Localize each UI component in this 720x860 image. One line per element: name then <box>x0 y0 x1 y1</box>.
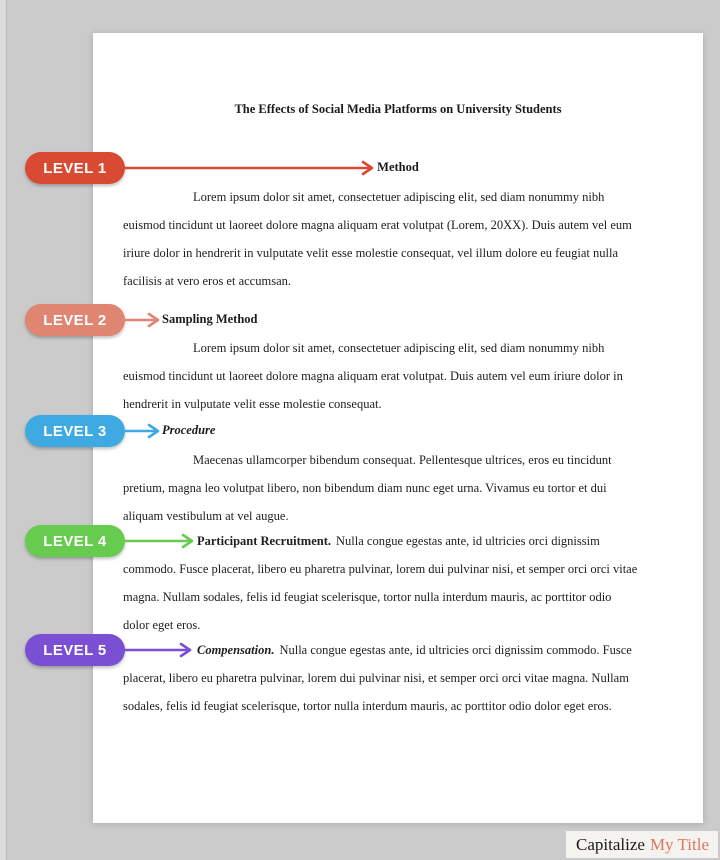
watermark-prefix: Capitalize <box>576 834 645 854</box>
heading-level-5: Compensation. <box>197 643 275 657</box>
level-3-badge: LEVEL 3 <box>25 415 125 447</box>
level-2-arrow-icon <box>123 310 161 330</box>
watermark-logo <box>566 831 718 858</box>
body-paragraph: Lorem ipsum dolor sit amet, consectetuer adipiscing elit, sed diam nonummy nibh euismod tincidunt ut laoreet dolore magna aliquam erat volutpat (Lorem, 20XX). Duis autem vel eum iriure dolor in hendrerit in vulputate velit esse molestie consequat, vel illum dolore eu feugiat nulla facilisis at vero eros et accumsan. <box>123 190 632 288</box>
heading-level-3: Procedure <box>162 423 216 437</box>
document-page <box>93 33 703 823</box>
run-in-text: Nulla congue egestas ante, id ultricies orci dignissim commodo. Fusce placerat, libero eu pharetra pulvinar, lorem dui pulvinar nisi, et semper orci orci vitae magna. Nullam sodales, felis id feugiat scelerisque, tortor nulla interdum mauris, ac porttitor odio dolor eget eros. <box>123 643 632 713</box>
level-4-arrow-icon <box>123 531 195 551</box>
body-paragraph: Maecenas ullamcorper bibendum consequat. Pellentesque ultrices, eros eu tincidunt pretium, magna leo volutpat libero, non bibendum diam nunc eget urna. Vivamus eu tortor et dui aliquam vestibulum at vel augue. <box>123 453 612 523</box>
heading-level-2: Sampling Method <box>162 312 258 326</box>
heading-level-4: Participant Recruitment. <box>197 534 331 548</box>
body-paragraph <box>123 636 638 720</box>
level-3-arrow-icon <box>123 421 161 441</box>
level-1-badge: LEVEL 1 <box>25 152 125 184</box>
level-2-badge: LEVEL 2 <box>25 304 125 336</box>
paper-title: The Effects of Social Media Platforms on University Students <box>234 102 562 116</box>
level-4-badge: LEVEL 4 <box>25 525 125 557</box>
level-5-arrow-icon <box>123 640 193 660</box>
watermark-accent: My Title <box>649 834 709 854</box>
heading-level-1: Method <box>377 160 419 174</box>
body-paragraph <box>123 527 638 639</box>
level-1-arrow-icon <box>123 158 375 178</box>
body-paragraph: Lorem ipsum dolor sit amet, consectetuer adipiscing elit, sed diam nonummy nibh euismod tincidunt ut laoreet dolore magna aliquam erat volutpat. Duis autem vel eum iriure dolor in hendrerit in vulputate velit esse molestie consequat. <box>123 341 623 411</box>
level-5-badge: LEVEL 5 <box>25 634 125 666</box>
left-edge-strip <box>0 0 7 860</box>
run-in-text: Nulla congue egestas ante, id ultricies orci dignissim commodo. Fusce placerat, libero eu pharetra pulvinar, lorem dui pulvinar nisi, et semper orci orci vitae magna. Nullam sodales, felis id feugiat scelerisque, tortor nulla interdum mauris, ac porttitor odio dolor eget eros. <box>123 534 638 632</box>
